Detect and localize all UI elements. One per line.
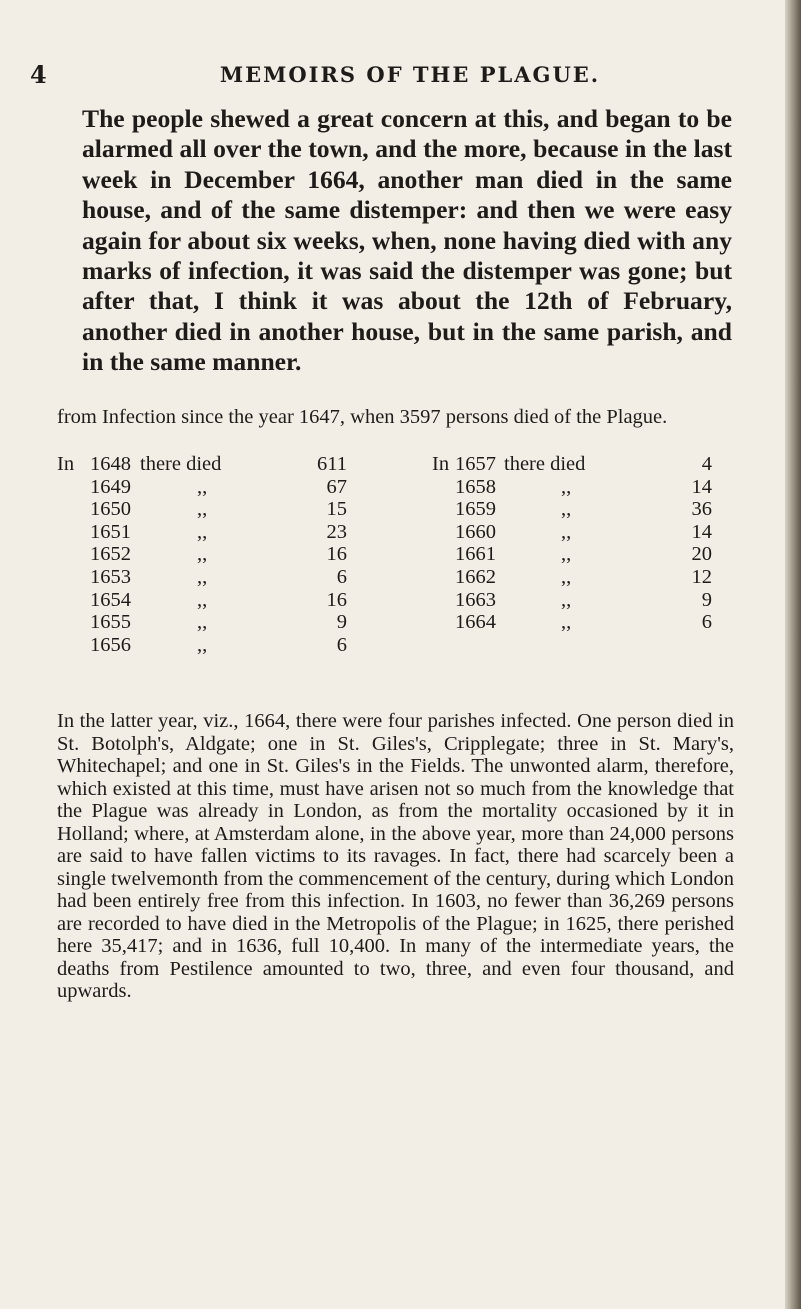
row-ditto-mark: ,,	[197, 611, 208, 634]
row-year: 1664	[455, 611, 496, 634]
row-count: 6	[336, 565, 347, 588]
row-year: 1653	[90, 565, 131, 588]
page-header	[30, 60, 730, 90]
row-year: 1655	[90, 611, 131, 634]
row-year: 1658	[455, 475, 496, 498]
row-year: 1652	[90, 543, 131, 566]
table-row	[57, 566, 357, 589]
table-row	[57, 611, 357, 634]
row-ditto-mark: ,,	[197, 633, 208, 656]
table-row	[57, 543, 357, 566]
row-year: 1662	[455, 565, 496, 588]
page-edge-shadow	[785, 0, 801, 1309]
row-ditto-mark: ,,	[561, 543, 572, 566]
row-count: 20	[691, 543, 712, 566]
body-paragraph: In the latter year, viz., 1664, there were four parishes infected. One person died in St. Botolph's, Aldgate; one in St. Giles's, Cripplegate; three in St. Mary's, Whitechapel; and one in St. Giles's in the Fields. The unwonted alarm, therefore, which existed at this time, must have arisen not so much from the knowledge that the Plague was already in London, as from the mortality occasioned by it in Holland; where, at Amsterdam alone, in the above year, more than 24,000 persons are said to have fallen victims to its ravages. In fact, there had scarcely been a single twelvemonth from the commencement of the century, during which London had been entirely free from this infection. In 1603, no fewer than 36,269 persons are recorded to have died in the Metropolis of the Plague; in 1625, there perished here 35,417; and in 1636, full 10,400. In many of the intermediate years, the deaths from Pestilence amounted to two, three, and even four thousand, and upwards.	[57, 710, 734, 1002]
table-row	[432, 453, 732, 476]
row-year: 1660	[455, 520, 496, 543]
row-ditto-mark: ,,	[197, 475, 208, 498]
table-row	[57, 634, 357, 657]
row-phrase: there died	[140, 453, 222, 475]
row-count: 9	[336, 611, 347, 634]
table-row	[432, 543, 732, 566]
row-year: 1663	[455, 588, 496, 611]
table-intro-text: from Infection since the year 1647, when 3597 persons died of the Plague.	[57, 406, 668, 428]
row-ditto-mark: ,,	[561, 520, 572, 543]
row-count: 12	[691, 565, 712, 588]
row-year: 1648	[90, 453, 131, 475]
row-count: 9	[701, 588, 712, 611]
row-year: 1656	[90, 633, 131, 656]
row-count: 6	[336, 633, 347, 656]
row-count: 23	[326, 520, 347, 543]
row-count: 4	[701, 453, 712, 475]
table-row	[432, 476, 732, 499]
table-row	[432, 589, 732, 612]
row-year: 1654	[90, 588, 131, 611]
row-count: 6	[701, 611, 712, 634]
table-row	[57, 521, 357, 544]
deaths-table	[57, 453, 732, 698]
row-prefix: In	[57, 453, 75, 475]
row-year: 1661	[455, 543, 496, 566]
row-phrase: there died	[504, 453, 586, 475]
row-count: 15	[326, 498, 347, 521]
deaths-table-left-column	[57, 453, 357, 656]
row-year: 1649	[90, 475, 131, 498]
table-row	[432, 566, 732, 589]
deaths-table-right-column	[432, 453, 732, 634]
row-count: 16	[326, 588, 347, 611]
row-count: 16	[326, 543, 347, 566]
page-number: 4	[30, 60, 47, 89]
row-ditto-mark: ,,	[561, 498, 572, 521]
row-count: 14	[691, 475, 712, 498]
table-row	[57, 453, 357, 476]
row-ditto-mark: ,,	[197, 543, 208, 566]
row-ditto-mark: ,,	[197, 498, 208, 521]
lead-paragraph: The people shewed a great concern at this, and began to be alarmed all over the town, and the more, because in the last week in December 1664, another man died in the same house, and of the same distemper: and then we were easy again for about six weeks, when, none having died with any marks of infection, it was said the distemper was gone; but after that, I think it was about the 12th of February, another died in another house, but in the same parish, and in the same manner.	[82, 104, 732, 377]
row-ditto-mark: ,,	[561, 475, 572, 498]
table-row	[432, 521, 732, 544]
row-count: 67	[326, 475, 347, 498]
row-ditto-mark: ,,	[561, 565, 572, 588]
row-ditto-mark: ,,	[197, 565, 208, 588]
table-row	[57, 498, 357, 521]
row-count: 611	[317, 453, 347, 475]
row-prefix: In	[432, 453, 450, 475]
row-year: 1657	[455, 453, 496, 475]
row-count: 36	[691, 498, 712, 521]
table-row	[57, 589, 357, 612]
table-row	[432, 498, 732, 521]
body-section	[57, 710, 734, 1003]
row-count: 14	[691, 520, 712, 543]
row-ditto-mark: ,,	[561, 588, 572, 611]
row-year: 1651	[90, 520, 131, 543]
row-ditto-mark: ,,	[197, 520, 208, 543]
row-year: 1650	[90, 498, 131, 521]
row-ditto-mark: ,,	[197, 588, 208, 611]
table-intro	[57, 406, 732, 429]
table-row	[432, 611, 732, 634]
running-head: MEMOIRS OF THE PLAGUE.	[219, 62, 601, 87]
table-row	[57, 476, 357, 499]
row-ditto-mark: ,,	[561, 611, 572, 634]
row-year: 1659	[455, 498, 496, 521]
